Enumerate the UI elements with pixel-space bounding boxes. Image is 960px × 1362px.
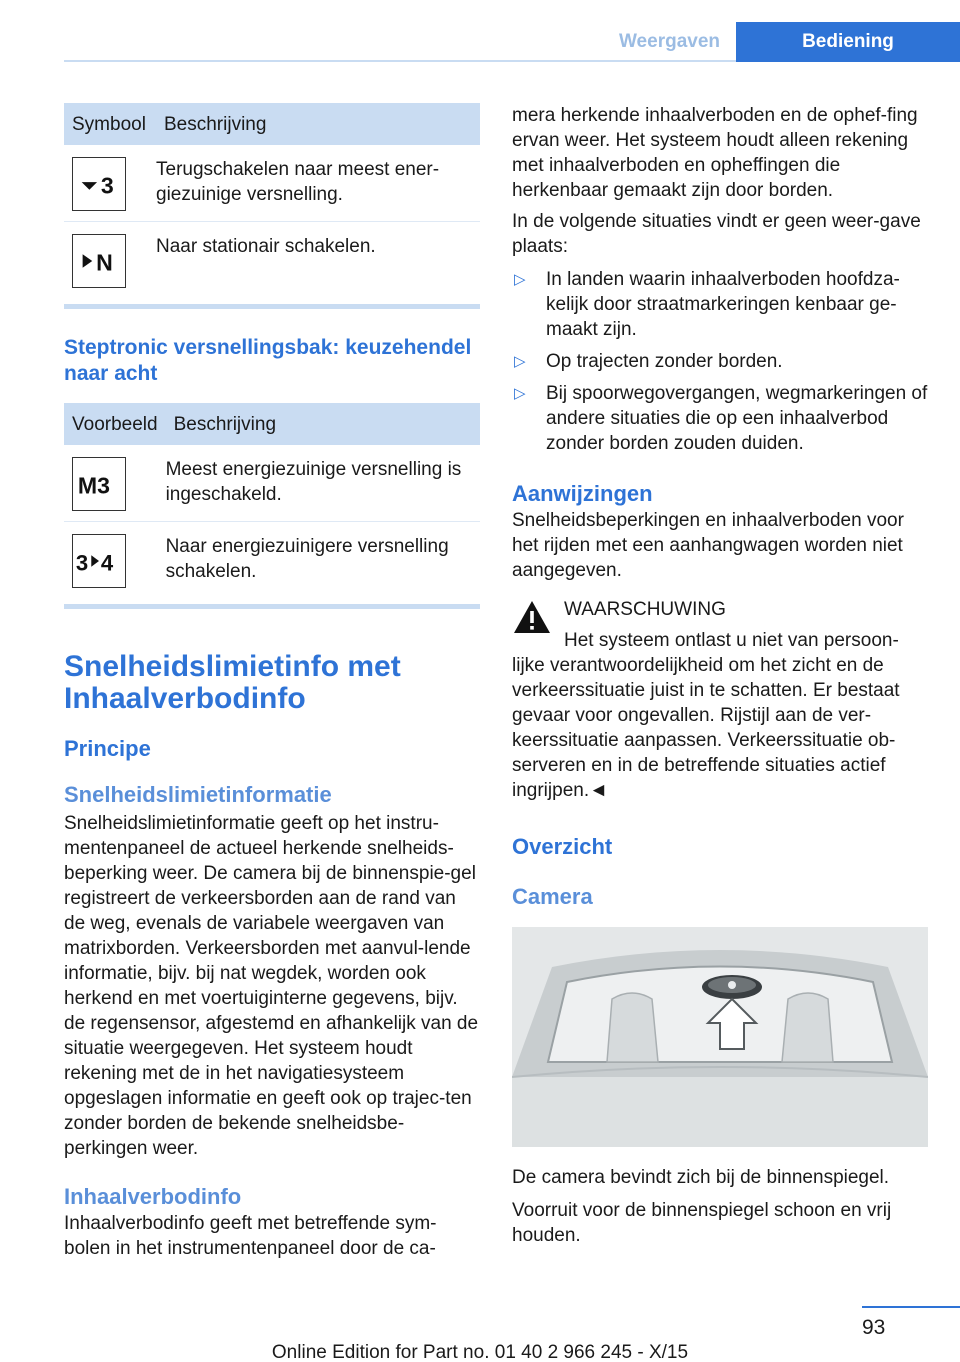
table-header-voorbeeld: Voorbeeld — [64, 403, 166, 445]
snelheid-heading: Snelheidslimietinformatie — [64, 782, 332, 807]
section-title: Snelheidslimietinfo met Inhaalverbodinfo — [64, 650, 401, 715]
svg-text:4: 4 — [100, 550, 114, 576]
situation-list — [512, 267, 928, 456]
header-section: Weergaven — [618, 31, 720, 52]
page-header — [64, 22, 960, 62]
table-header-beschrijving: Beschrijving — [156, 103, 480, 145]
warning-first-line: Het systeem ontlast u niet van persoon- — [564, 630, 899, 651]
aanwijzingen-heading: Aanwijzingen — [512, 481, 653, 506]
svg-text:N: N — [96, 249, 113, 276]
right-column — [512, 103, 928, 1248]
symbol-table — [64, 103, 480, 298]
table-cell-text: Naar stationair schakelen. — [156, 236, 376, 257]
camera-caption-2: Voorruit voor de binnenspiegel schoon en vrij houden. — [512, 1200, 892, 1246]
gear-m3-icon — [72, 457, 126, 511]
footer-rule — [862, 1306, 960, 1308]
footer-edition: Online Edition for Part no. 01 40 2 966 245 - X/15 — [271, 1342, 689, 1362]
table-divider — [64, 304, 480, 309]
aanwijzingen-paragraph: Snelheidsbeperkingen en inhaalverboden voor het rijden met een aanhangwagen worden niet aangegeven. — [512, 510, 904, 581]
gear-down-3-icon — [72, 157, 126, 211]
svg-text:M3: M3 — [77, 472, 110, 499]
inhaal-paragraph-cont: mera herkende inhaalverboden en de ophef-fing ervan weer. Het systeem houdt alleen rekening met inhaalverboden en opheffingen die herkenbaar gemaakt zijn door borden. — [512, 105, 918, 201]
table-row — [64, 145, 480, 222]
warning-triangle-icon — [512, 599, 552, 635]
list-item: ▷ In landen waarin inhaalverboden hoofdza-kelijk door straatmarkeringen kenbaar ge-maakt zijn. — [514, 269, 900, 340]
camera-heading: Camera — [512, 884, 593, 909]
example-table — [64, 403, 480, 598]
list-item: ▷ Op trajecten zonder borden. — [514, 351, 783, 372]
left-column — [64, 103, 480, 1261]
table-header-symbool: Symbool — [64, 103, 156, 145]
steptronic-heading: Steptronic versnellingsbak: keuzehendel naar acht — [64, 336, 472, 385]
camera-location-illustration — [512, 927, 928, 1147]
warning-block — [512, 597, 928, 803]
table-header-beschrijving: Beschrijving — [166, 403, 480, 445]
warning-text: lijke verantwoordelijkheid om het zicht en de verkeerssituatie juist in te schatten. Er bestaat gevaar voor ongevallen. Rijstijl aan de ver-keerssituatie aanpassen. Verkeerssituatie ob-serveren en in de betreffende situaties actief ingrijpen.◄ — [512, 655, 900, 801]
overzicht-heading: Overzicht — [512, 834, 613, 859]
table-divider — [64, 604, 480, 609]
gear-3-to-4-icon — [72, 534, 126, 588]
page-number: 93 — [862, 1316, 886, 1339]
principe-heading: Principe — [64, 736, 151, 761]
table-row — [64, 522, 480, 599]
camera-caption-1: De camera bevindt zich bij de binnenspiegel. — [512, 1167, 890, 1188]
snelheid-paragraph: Snelheidslimietinformatie geeft op het instru-mentenpaneel de actueel herkende snelheids-beperking weer. De camera bij de binnenspie-gel registreert de verkeersborden aan de rand van de weg, evenals de variabele weergaven van matrixborden. Verkeersborden met aanvul-lende informatie, bijv. bij nat wegdek, worden ook herkend en met voertuiginterne gegevens, bijv. de regensensor, afgestemd en afhankelijk van de situatie weergegeven. Het systeem houdt rekening met de in het navigatiesysteem opgeslagen informatie en geeft ook op trajec-ten zonder borden de bekende snelheidsbe-perkingen weer. — [64, 813, 479, 1159]
gear-neutral-icon — [72, 234, 126, 288]
svg-text:3: 3 — [100, 172, 114, 199]
header-chapter: Bediening — [736, 22, 960, 62]
table-row — [64, 222, 480, 299]
no-display-intro: In de volgende situaties vindt er geen weer-gave plaats: — [512, 211, 921, 257]
warning-title: WAARSCHUWING — [564, 599, 726, 620]
svg-text:3: 3 — [75, 550, 89, 576]
list-item: ▷ Bij spoorwegovergangen, wegmarkeringen of andere situaties die op een inhaalverbod zonder borden zouden duiden. — [514, 383, 928, 454]
table-cell-text: Meest energiezuinige versnelling is ingeschakeld. — [165, 459, 462, 505]
table-cell-text: Terugschakelen naar meest ener-giezuinige versnelling. — [156, 159, 440, 205]
bullet-triangle-icon: ▷ — [514, 353, 526, 370]
bullet-triangle-icon: ▷ — [514, 271, 526, 288]
bullet-triangle-icon: ▷ — [514, 385, 526, 402]
inhaal-paragraph: Inhaalverbodinfo geeft met betreffende sym-bolen in het instrumentenpaneel door de ca- — [64, 1213, 437, 1259]
inhaal-heading: Inhaalverbodinfo — [64, 1184, 242, 1209]
table-row — [64, 445, 480, 522]
table-cell-text: Naar energiezuinigere versnelling schakelen. — [165, 536, 449, 582]
